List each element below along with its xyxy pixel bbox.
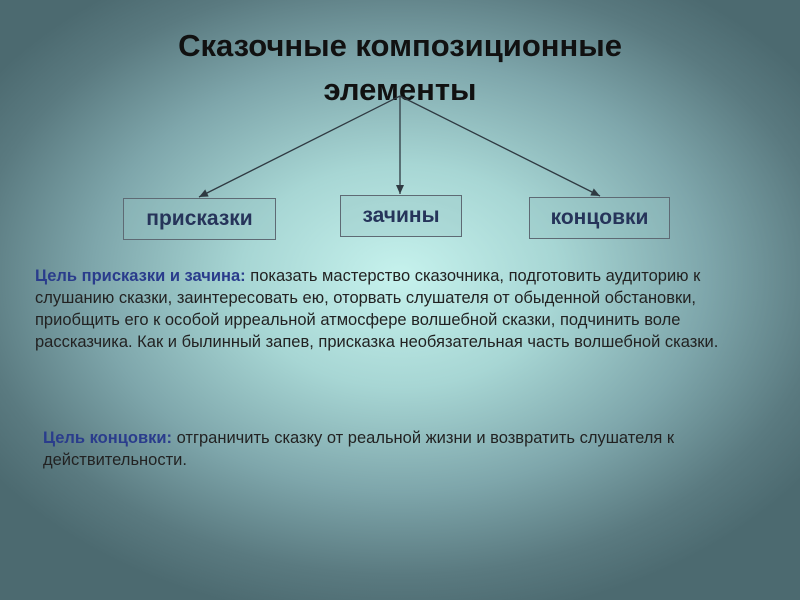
paragraph-lead: Цель концовки:	[43, 429, 172, 447]
paragraph-lead: Цель присказки и зачина:	[35, 267, 246, 285]
paragraph-text: показать мастерство сказочника, подготовить аудиторию к слушанию сказки, заинтересовать ею, оторвать слушателя от обыденной обстановки, приобщить его к особой ирреальной атмосфере волшебной сказки, подчинить воле рассказчика. Как и былинный запев, присказка необязательная часть волшебной сказки.	[35, 267, 719, 351]
arrow-to-kontsovki	[400, 96, 600, 196]
title-line-1: Сказочные композиционные	[178, 28, 622, 63]
purpose-paragraph-priskazka	[35, 265, 775, 353]
title-line-2: элементы	[323, 72, 477, 107]
element-box-kontsovki	[529, 197, 670, 239]
purpose-paragraph-kontsovka	[43, 427, 743, 471]
element-box-zachiny	[340, 195, 462, 237]
paragraph-text: отграничить сказку от реальной жизни и возвратить слушателя к действительности.	[43, 429, 675, 469]
element-label: зачины	[362, 204, 440, 227]
element-label: концовки	[550, 206, 649, 229]
element-box-priskazki	[123, 198, 276, 240]
arrow-to-priskazki	[199, 96, 400, 197]
element-label: присказки	[146, 207, 253, 230]
